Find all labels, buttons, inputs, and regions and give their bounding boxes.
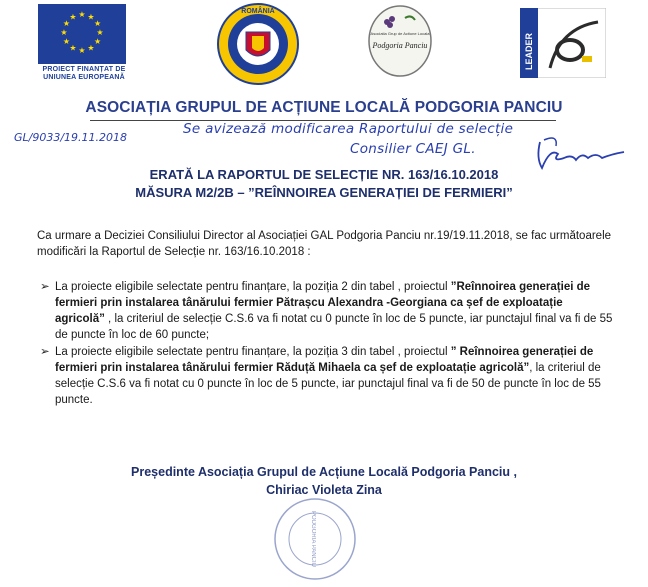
signatory-name: Chiriac Violeta Zina [266,483,382,497]
item1-project-title: ”Reînnoirea generației de fermieri prin instalarea tânărului fermier Pătrașcu Alexandra -Georgiana ca șef de exploatație agricolă” [55,281,591,325]
measure-title: MĂSURA M2/2B – ”REÎNNOIREA GENERAȚIEI DE FERMIERI” [135,185,513,200]
gal-emblem-icon [367,4,433,78]
svg-text:★: ★ [78,10,86,19]
leader-emblem-icon [520,8,606,78]
registration-number: GL/9033/19.11.2018 [14,131,128,144]
eu-stars-icon [38,4,126,64]
svg-text:★: ★ [96,28,104,37]
signatory-role: Președinte Asociația Grupul de Acțiune Locală Podgoria Panciu , [131,465,517,479]
stamp-center-text: PODGORIA PANCIU [310,511,316,567]
ministry-crest-icon [216,2,300,86]
list-item-text [55,344,614,408]
ministry-logo [216,2,300,86]
item1-tail: , la criteriul de selecție C.S.6 va fi notat cu 0 puncte în loc de 5 puncte, iar punctajul final va fi de 55 de puncte în loc de 60 puncte; [55,313,613,341]
eu-caption-line2: UNIUNEA EUROPEANĂ [43,74,125,81]
gal-main-text: Podgoria Panciu [372,41,428,50]
svg-text:★: ★ [94,37,102,46]
arrow-bullet-icon: ➢ [40,281,50,293]
list-item [40,344,614,408]
svg-text:★: ★ [62,19,70,28]
svg-text:★: ★ [69,12,77,22]
svg-text:★: ★ [78,46,86,55]
approval-note-line1: Se avizează modificarea Raportului de selecție [183,121,514,137]
approval-note-line2: Consilier CAEJ GL. [350,141,476,157]
item2-project-title: ” Reînnoirea generației de fermieri prin instalarea tânărului fermier Răduță Mihaela ca șef de exploatație agricolă” [55,346,594,374]
eu-flag-logo [38,4,126,64]
official-stamp [272,496,358,582]
eu-caption-line1: PROIECT FINANȚAT DE [42,66,126,73]
arrow-bullet-icon: ➢ [40,346,50,358]
eu-caption [34,66,134,82]
svg-text:★: ★ [60,28,68,37]
svg-text:★: ★ [94,19,102,28]
leader-logo [520,8,606,78]
gal-logo [367,4,433,78]
organization-title: ASOCIAȚIA GRUPUL DE ACȚIUNE LOCALĂ PODGORIA PANCIU [85,99,563,116]
item2-tail: , la criteriul de selecție C.S.6 va fi notat cu 0 puncte în loc de 5 puncte, iar punctajul final va fi de 50 de puncte în loc de 55 puncte. [55,362,601,406]
item1-lead: La proiecte eligibile selectate pentru finanțare, la poziția 2 din tabel , proiectul [55,281,451,293]
list-item-text [55,279,614,343]
item2-lead: La proiecte eligibile selectate pentru finanțare, la poziția 3 din tabel , proiectul [55,346,451,358]
intro-paragraph: Ca urmare a Deciziei Consiliului Director al Asociației GAL Podgoria Panciu nr.19/19.11.2018, se fac următoarele modificări la Raportul de Selecție nr. 163/16.10.2018 : [37,230,612,258]
list-item [40,279,614,343]
svg-text:★: ★ [87,43,95,53]
svg-text:★: ★ [87,12,95,22]
ministry-top-text: ROMÂNIA [241,8,275,15]
erata-title: ERATĂ LA RAPORTUL DE SELECȚIE NR. 163/16.10.2018 [149,167,499,182]
svg-text:★: ★ [62,37,70,46]
svg-text:★: ★ [69,43,77,53]
gal-top-text: Asociatia Grup de Actiune Locala [370,31,430,36]
stamp-seal-icon [272,496,358,582]
leader-text: LEADER [524,32,534,70]
